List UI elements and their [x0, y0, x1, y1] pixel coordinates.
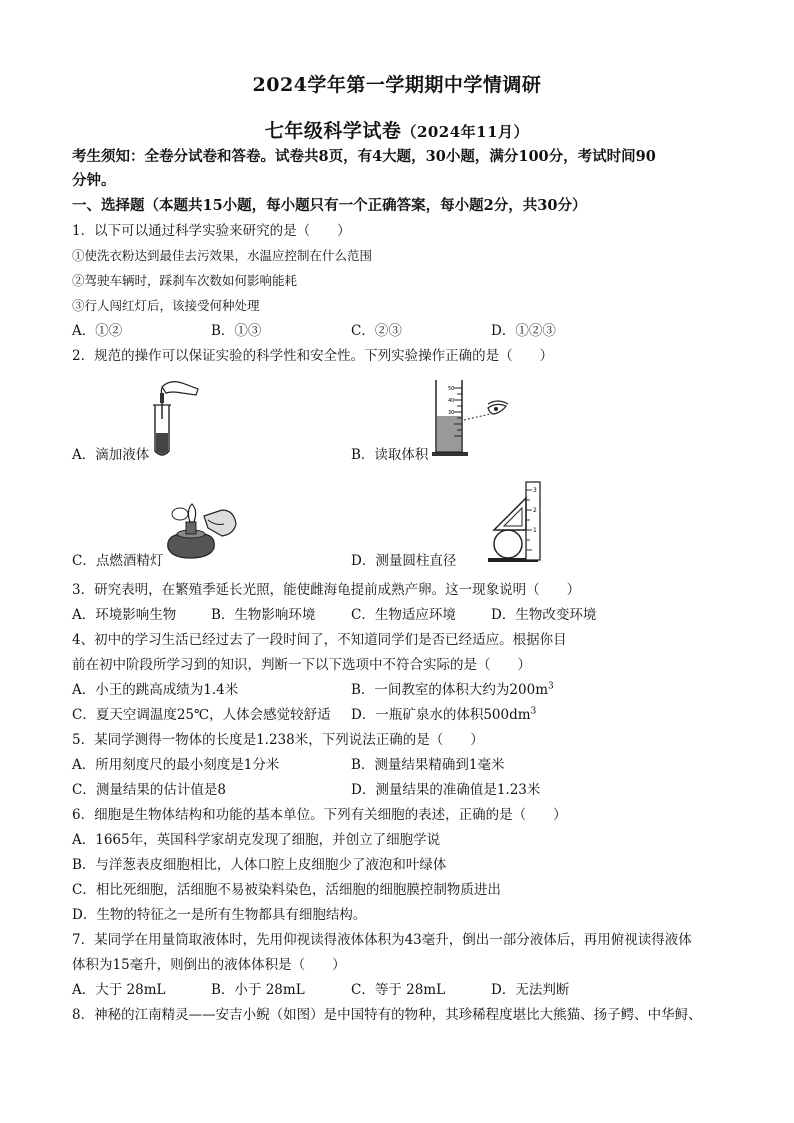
q6-stem: 6．细胞是生物体结构和功能的基本单位。下列有关细胞的表述，正确的是（ ）: [72, 807, 567, 823]
q1-item-3: ③行人闯红灯后，该接受何种处理: [72, 298, 260, 313]
q2-option-b: B．读取体积: [351, 447, 429, 463]
page-title: 2024学年第一学期期中学情调研: [252, 74, 542, 96]
q7-stem-line-2: 体积为15毫升，则倒出的液体体积是（ ）: [72, 957, 346, 973]
q8-stem: 8．神秘的江南精灵——安吉小鲵（如图）是中国特有的物种，其珍稀程度堪比大熊猫、扬子鳄、中华鲟、: [72, 1007, 702, 1023]
q7-option-b: B．小于 28mL: [211, 982, 305, 998]
q4-stem-line-2: 前在初中阶段所学习到的知识，判断一下以下选项中不符合实际的是（ ）: [72, 657, 531, 673]
q4-option-d: [351, 706, 536, 724]
graduated-cylinder-figure: [428, 378, 518, 458]
q7-option-d: D．无法判断: [491, 982, 570, 998]
q3-option-a: A．环境影响生物: [72, 607, 177, 623]
q2-stem: 2．规范的操作可以保证实验的科学性和安全性。下列实验操作正确的是（ ）: [72, 348, 554, 364]
q4-option-c: C．夏天空调温度25℃，人体会感觉较舒适: [72, 707, 331, 723]
cylinder-diameter-measurement-figure: [486, 480, 548, 564]
q1-stem: 1．以下可以通过科学实验来研究的是（ ）: [72, 223, 351, 239]
alcohol-lamp-figure: [160, 496, 240, 564]
svg-text:3: 3: [533, 487, 537, 494]
svg-text:1: 1: [533, 527, 537, 534]
q5-option-d: D．测量结果的准确值是1.23米: [351, 782, 541, 798]
q2-option-a: A．滴加液体: [72, 447, 150, 463]
q4-option-d-sup: 3: [530, 706, 537, 717]
subtitle-date: （2024年11月）: [401, 123, 530, 141]
q5-option-c: C．测量结果的估计值是8: [72, 782, 226, 798]
q5-stem: 5．某同学测得一物体的长度是1.238米，下列说法正确的是（ ）: [72, 732, 484, 748]
q6-option-c: C．相比死细胞，活细胞不易被染料染色，活细胞的细胞膜控制物质进出: [72, 882, 501, 898]
q3-option-d: D．生物改变环境: [491, 607, 597, 623]
section-heading: 一、选择题（本题共15小题，每小题只有一个正确答案，每小题2分，共30分）: [72, 197, 587, 214]
q4-option-b: [351, 681, 554, 699]
notice-line-2: 分钟。: [72, 172, 116, 189]
q1-option-b: B．①③: [211, 323, 262, 339]
q6-option-b: B．与洋葱表皮细胞相比，人体口腔上皮细胞少了液泡和叶绿体: [72, 857, 447, 873]
q4-option-b-text: B．一间教室的体积大约为200m: [351, 682, 548, 698]
svg-text:40: 40: [448, 398, 455, 404]
q4-option-d-text: D．一瓶矿泉水的体积500dm: [351, 707, 531, 723]
subtitle-main: 七年级科学试卷: [264, 120, 402, 142]
q4-stem-line-1: 4、初中的学习生活已经过去了一段时间了，不知道同学们是否已经适应。根据你目: [72, 632, 567, 648]
q1-item-1: ①使洗衣粉达到最佳去污效果，水温应控制在什么范围: [72, 248, 373, 263]
q2-option-c: C．点燃酒精灯: [72, 553, 164, 569]
q2-option-d: D．测量圆柱直径: [351, 553, 457, 569]
dropper-test-tube-figure: [148, 375, 208, 459]
q1-option-c: C．②③: [351, 323, 402, 339]
notice-line-1: 考生须知：全卷分试卷和答卷。试卷共8页，有4大题，30小题，满分100分，考试时间90: [72, 148, 656, 165]
svg-text:50: 50: [448, 386, 455, 392]
q3-option-b: B．生物影响环境: [211, 607, 316, 623]
q6-option-d: D．生物的特征之一是所有生物都具有细胞结构。: [72, 907, 367, 923]
q1-option-a: A．①②: [72, 323, 123, 339]
q5-option-a: A．所用刻度尺的最小刻度是1分米: [72, 757, 280, 773]
q4-option-b-sup: 3: [548, 681, 554, 692]
page-subtitle: [0, 116, 794, 143]
svg-text:2: 2: [533, 507, 537, 514]
q3-option-c: C．生物适应环境: [351, 607, 456, 623]
q7-option-a: A．大于 28mL: [72, 982, 166, 998]
q5-option-b: B．测量结果精确到1毫米: [351, 757, 505, 773]
svg-text:30: 30: [448, 410, 455, 416]
q7-option-c: C．等于 28mL: [351, 982, 446, 998]
q1-option-d: D．①②③: [491, 323, 556, 339]
q1-item-2: ②驾驶车辆时，踩刹车次数如何影响能耗: [72, 273, 298, 288]
q7-stem-line-1: 7．某同学在用量筒取液体时，先用仰视读得液体体积为43毫升，倒出一部分液体后，再用俯视读得液体: [72, 932, 692, 948]
q6-option-a: A．1665年，英国科学家胡克发现了细胞，并创立了细胞学说: [72, 832, 441, 848]
q3-stem: 3．研究表明，在繁殖季延长光照，能使雌海龟提前成熟产卵。这一现象说明（ ）: [72, 582, 581, 598]
q4-option-a: A．小王的跳高成绩为1.4米: [72, 682, 239, 698]
